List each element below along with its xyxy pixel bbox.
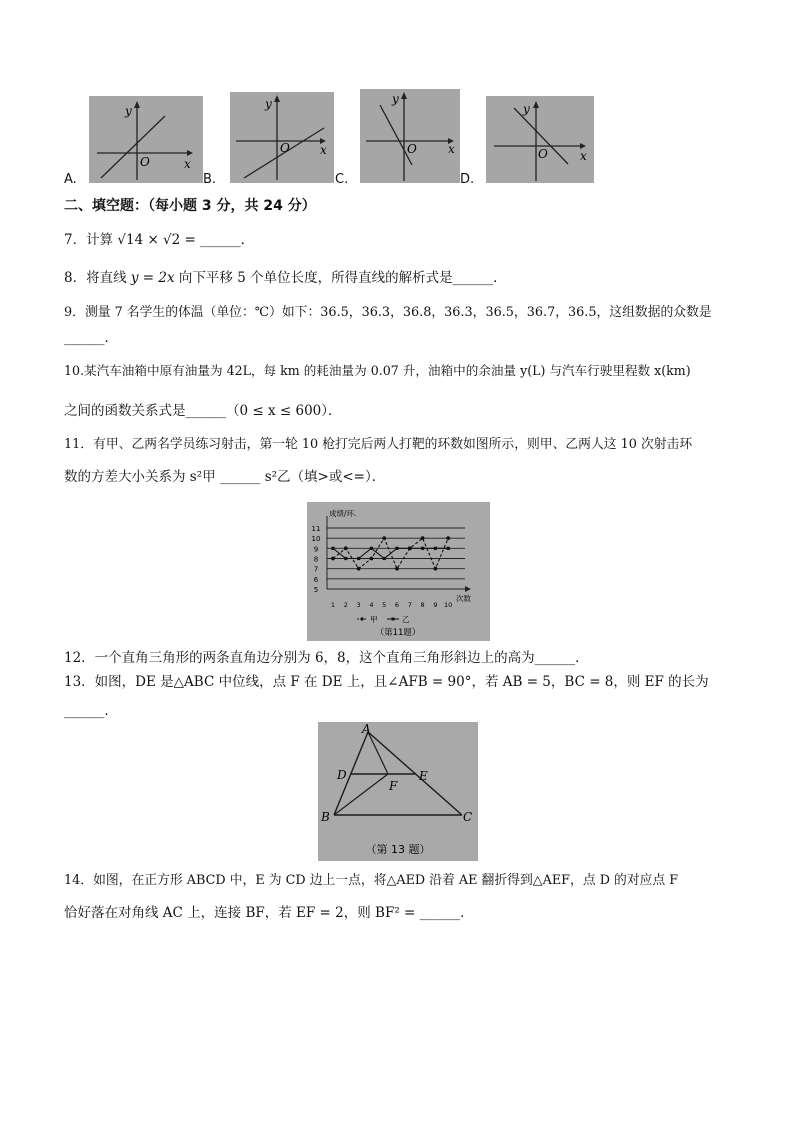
chart-point-yi xyxy=(370,547,373,550)
question-12: 12．一个直角三角形的两条直角边分别为 6，8，这个直角三角形斜边上的高为______． xyxy=(64,650,589,666)
chart-x-tick-label: 6 xyxy=(394,601,400,609)
label-c: C xyxy=(463,810,473,824)
chart-y-tick-label: 8 xyxy=(313,555,319,564)
chart-point-jia xyxy=(382,536,386,540)
svg-text:y: y xyxy=(265,97,272,111)
question-7: 7．计算 √14 × √2 = ______． xyxy=(64,232,255,248)
chart-x-axis-arrow xyxy=(465,586,471,592)
chart-x-tick-label: 3 xyxy=(356,601,361,609)
svg-text:y: y xyxy=(523,102,530,116)
question-10-line1: 10.某汽车油箱中原有油量为 42L，每 km 的耗油量为 0.07 升，油箱中的余油量 y(L) 与汽车行驶里程数 x(km) xyxy=(64,363,691,378)
chart-point-yi xyxy=(357,557,360,560)
chart-y-tick-label: 11 xyxy=(311,525,321,533)
triangle-figure xyxy=(318,722,478,861)
chart-point-jia xyxy=(395,567,399,571)
segment-af xyxy=(368,732,388,774)
question-13-line1: 13．如图，DE 是△ABC 中位线，点 F 在 DE 上，且∠AFB = 90°，若 AB = 5，BC = 8，则 EF 的长为 xyxy=(64,674,709,690)
chart-x-tick-label: 10 xyxy=(444,601,453,609)
chart-point-jia xyxy=(331,557,335,561)
option-b-graph xyxy=(230,92,334,183)
question-9-line2: ______． xyxy=(64,330,118,346)
chart-y-label: 成绩/环. xyxy=(329,509,357,518)
svg-text:y: y xyxy=(392,92,399,106)
chart-x-tick-label: 9 xyxy=(433,601,438,609)
chart-point-jia xyxy=(357,567,361,571)
label-f: F xyxy=(389,779,398,793)
option-b-label: B. xyxy=(203,172,217,187)
option-d-label: D. xyxy=(460,172,475,187)
chart-point-jia xyxy=(446,536,450,540)
chart-x-tick-label: 8 xyxy=(420,601,425,609)
chart-point-yi xyxy=(408,547,411,550)
chart-legend-jia-marker xyxy=(360,617,363,620)
chart-point-jia xyxy=(421,536,425,540)
label-e: E xyxy=(419,769,428,783)
question-14-line2: 恰好落在对角线 AC 上，连接 BF，若 EF = 2，则 BF² = ______． xyxy=(64,905,474,921)
option-a-graph xyxy=(89,96,203,183)
figure-13-caption: （第 13 题） xyxy=(365,843,431,856)
chart-y-tick-label: 10 xyxy=(311,535,321,544)
chart-caption: （第11题） xyxy=(375,628,421,638)
question-11-line1: 11．有甲、乙两名学员练习射击，第一轮 10 枪打完后两人打靶的环数如图所示，则甲、乙两人这 10 次射击环 xyxy=(64,437,693,452)
question-10-line2: 之间的函数关系式是______（0 ≤ x ≤ 600）． xyxy=(64,403,342,419)
chart-legend-jia-label: 甲 xyxy=(370,615,378,624)
chart-x-label: 次数 xyxy=(456,594,471,603)
chart-series-line-yi xyxy=(333,548,448,558)
svg-text:x: x xyxy=(184,157,191,171)
chart-y-tick-label: 5 xyxy=(313,586,319,594)
chart-point-yi xyxy=(447,547,450,550)
label-b: B xyxy=(321,810,330,824)
chart-point-yi xyxy=(434,547,437,550)
question-8-pre: 8．将直线 xyxy=(64,270,131,286)
svg-text:x: x xyxy=(320,143,327,157)
chart-y-tick-label: 9 xyxy=(313,545,319,554)
chart-x-tick-label: 1 xyxy=(330,601,336,609)
chart-point-yi xyxy=(383,557,386,560)
question-9-line1: 9．测量 7 名学生的体温（单位：℃）如下：36.5，36.3，36.8，36.3，36.5，36.7，36.5，这组数据的众数是 xyxy=(64,305,712,320)
chart-y-tick-label: 7 xyxy=(313,565,319,574)
question-11-line2: 数的方差大小关系为 s²甲 ______ s²乙（填>或<=）． xyxy=(64,469,386,485)
svg-text:x: x xyxy=(448,142,455,156)
section-title: 二、填空题：（每小题 3 分，共 24 分） xyxy=(64,198,316,214)
chart-legend-yi-marker xyxy=(392,618,395,621)
chart-x-tick-label: 5 xyxy=(382,601,387,609)
chart-point-yi xyxy=(395,547,398,550)
chart-point-yi xyxy=(344,557,347,560)
question-14-line1: 14．如图，在正方形 ABCD 中，E 为 CD 边上一点，将△AED 沿着 AE 翻折得到△AEF，点 D 的对应点 F xyxy=(64,873,679,888)
option-c-label: C. xyxy=(335,172,349,187)
svg-text:O: O xyxy=(407,142,417,156)
question-8-equation: y = 2x xyxy=(130,270,175,286)
option-c-graph xyxy=(360,89,460,183)
question-8-post: 向下平移 5 个单位长度，所得直线的解析式是______． xyxy=(174,270,507,286)
question-13-line2: ______． xyxy=(64,703,118,719)
chart-x-tick-label: 2 xyxy=(343,601,348,609)
shooting-chart xyxy=(307,502,490,641)
svg-text:O: O xyxy=(280,141,290,155)
chart-point-yi xyxy=(421,547,424,550)
chart-point-yi xyxy=(331,547,334,550)
option-d-graph xyxy=(486,96,594,183)
svg-text:O: O xyxy=(140,155,150,169)
chart-point-jia xyxy=(370,557,374,561)
chart-legend-yi-label: 乙 xyxy=(402,615,410,624)
label-a: A xyxy=(362,722,371,736)
label-d: D xyxy=(337,768,347,782)
chart-point-jia xyxy=(434,567,438,571)
chart-x-tick-label: 4 xyxy=(369,601,374,609)
question-8 xyxy=(64,269,507,287)
chart-point-jia xyxy=(344,546,348,550)
chart-y-tick-label: 6 xyxy=(313,575,319,584)
svg-text:O: O xyxy=(538,147,548,161)
svg-text:y: y xyxy=(125,104,132,118)
svg-text:x: x xyxy=(580,149,587,163)
option-a-label: A. xyxy=(64,172,77,187)
chart-x-tick-label: 7 xyxy=(407,601,412,609)
